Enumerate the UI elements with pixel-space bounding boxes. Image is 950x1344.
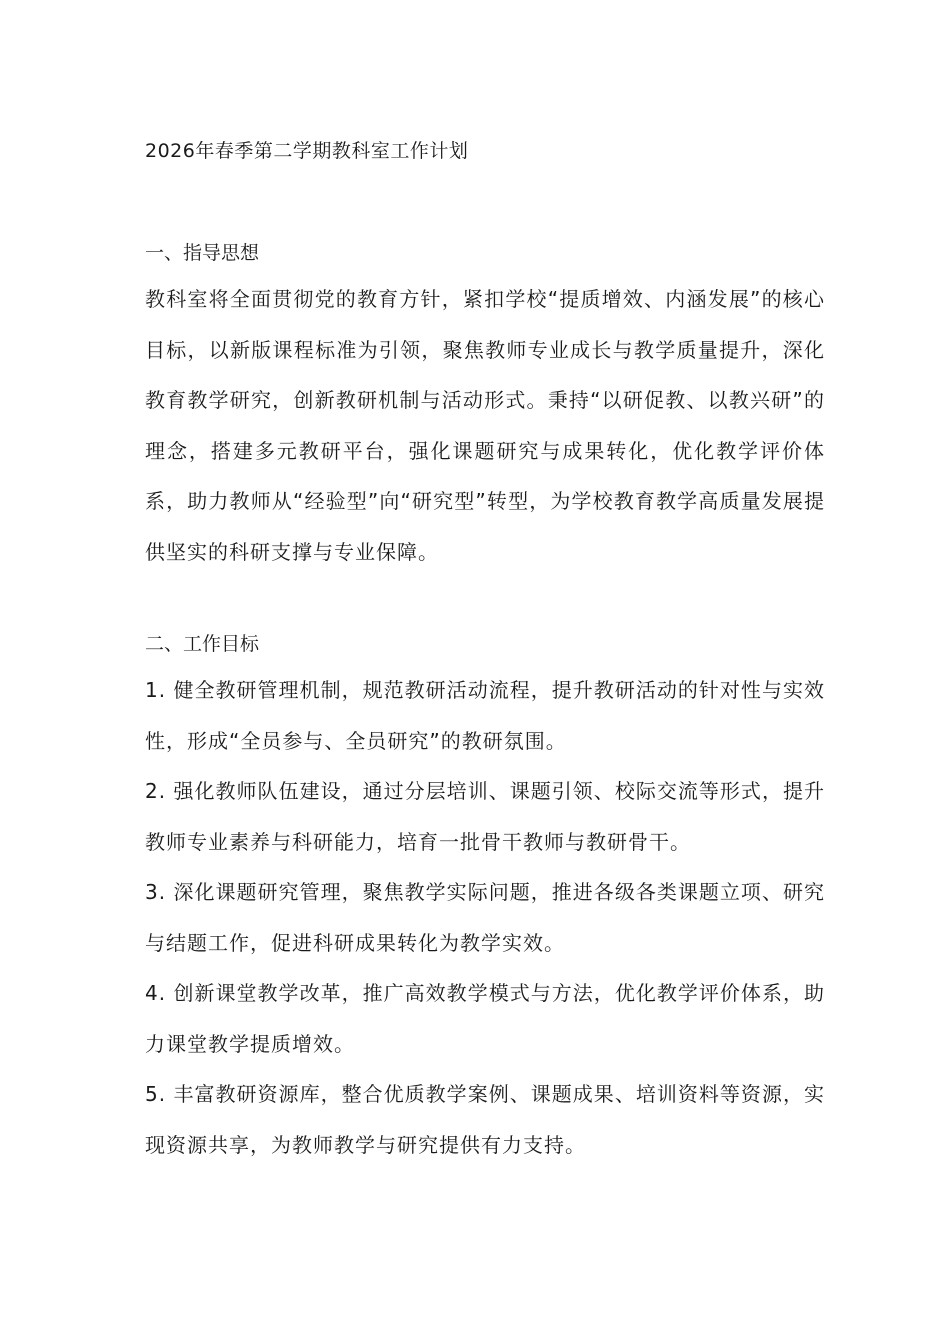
work-goals-list xyxy=(145,665,825,1170)
work-goal-item: 4. 创新课堂教学改革，推广高效教学模式与方法，优化教学评价体系，助力课堂教学提质增效。 xyxy=(145,981,825,1056)
guiding-ideology-paragraph: 教科室将全面贯彻党的教育方针，紧扣学校“提质增效、内涵发展”的核心目标，以新版课程标准为引领，聚焦教师专业成长与教学质量提升，深化教育教学研究，创新教研机制与活动形式。秉持“以研促教、以教兴研”的理念，搭建多元教研平台，强化课题研究与成果转化，优化教学评价体系，助力教师从“经验型”向“研究型”转型，为学校教育教学高质量发展提供坚实的科研支撑与专业保障。 xyxy=(145,287,825,564)
work-goal-item: 2. 强化教师队伍建设，通过分层培训、课题引领、校际交流等形式，提升教师专业素养与科研能力，培育一批骨干教师与教研骨干。 xyxy=(145,779,825,854)
document-title: 2026年春季第二学期教科室工作计划 xyxy=(145,140,469,162)
work-goal-item: 1. 健全教研管理机制，规范教研活动流程，提升教研活动的针对性与实效性，形成“全员参与、全员研究”的教研氛围。 xyxy=(145,678,825,753)
work-goal-item: 5. 丰富教研资源库，整合优质教学案例、课题成果、培训资料等资源，实现资源共享，为教师教学与研究提供有力支持。 xyxy=(145,1082,825,1157)
document-page xyxy=(145,136,825,1170)
section-heading-work-goals: 二、工作目标 xyxy=(145,633,260,655)
section-heading-guiding-ideology: 一、指导思想 xyxy=(145,242,260,264)
work-goal-item: 3. 深化课题研究管理，聚焦教学实际问题，推进各级各类课题立项、研究与结题工作，促进科研成果转化为教学实效。 xyxy=(145,880,825,955)
